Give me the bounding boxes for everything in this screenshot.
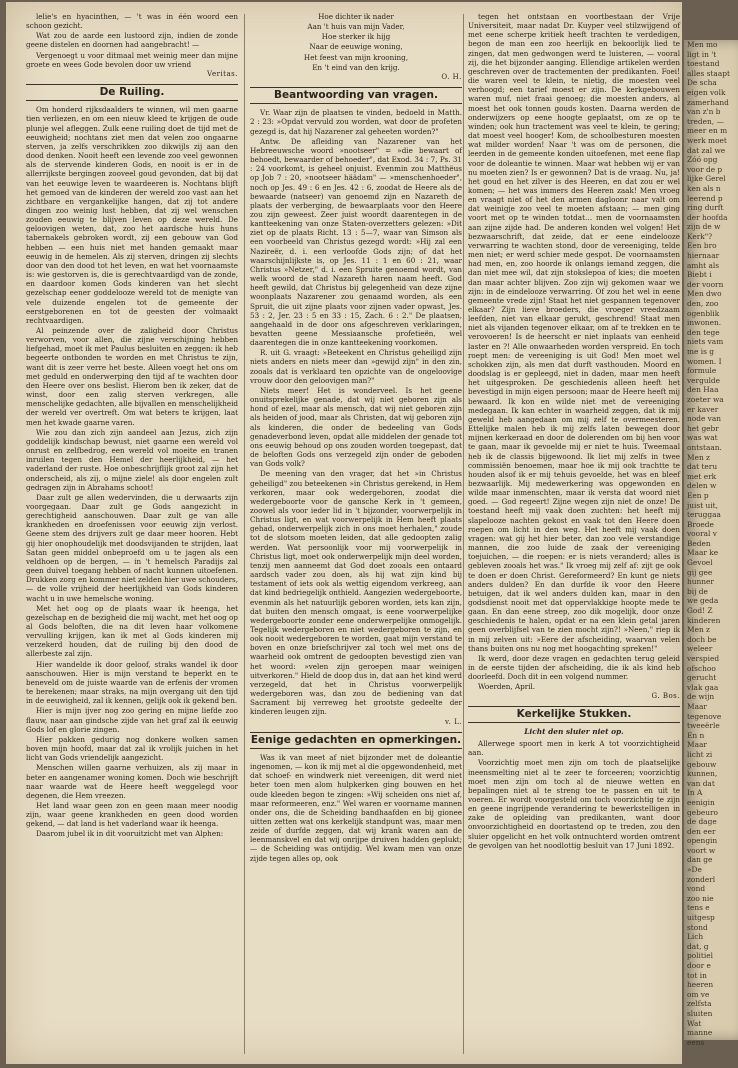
paragraph: Al peinzende over de zaligheid door Christus verworven, voor allen, die zijne verschijning hebben liefgehad, moet ik met Paulus besluiten en zeggen: ik heb begeerte ontbonden te worden en met Christus te zijn, want dit is zeer verre het beste. Alleen voegt het ons om met geduld en onderwerping den tijd af te wachten door den Heere over ons beslist. Hierom ben ik zeker, dat de winst, door een zalig sterven verkregen, alle menschelijke gedachten, alle bijvallen en menschelijkheid der wereld ver overtreft. Om wat beters te krijgen, laat men het kwade gaarne varen. (26, 326, 238, 427)
edge-line: niets vam (687, 337, 724, 347)
edge-line: eens (687, 1037, 705, 1047)
paragraph: Antw. De afleiding van Nazarener van het Hebreeuwsche woord »nootseer" = »die bewaart of behoedt, bewaarder of behoeder", dat Exod. 34 : 7, Ps. 31 : 24 voorkomt, is geheel onjuist. Evenmin zou Matthëus op Job 7 : 20, »nootseer häädam" — »menschenhoeder", noch op Jes. 49 : 6 en Jes. 42 : 6, zoodat de Heere als de bewaarde (natseer) van genoemd zijn en Nazareth de plaats der verberging, de bewaarplaats voor den Heere zou zijn geweest. Zeer juist woordt daarentegen in de kantteekening van onze Staten-overzetters gelezen: »Dit ziet op de plaats Richt. 13 : 5—7, waar van Simson als een voorbeeld van Christus gezegd wordt: »Hij zal een Nazireër, d. i. een verloofde Gods zijn; of dat het waarschijnlijkste is, op Jes. 11 : 1 en 60 : 21, waar Christus »Netzer," d. i. een Spruite genoemd wordt, van welk woord de stad Nazareth haren naam heeft. God heeft gewild, dat Christus bij gelegenheid van deze zijne woonplaats Nazarener zou genaamd worden, als een Spruit, die uit zijne plaats voor zijnen vader opwast, Jes. 53 : 2, Jer. 23 : 5 en 33 : 15, Zach. 6 : 2." De plaatsen, aangehaald in de door ons afgeschreven verklaringen, bevatten geene Messiaansche profetieën, wel daarentegen die in onze kantteekening voorkomen. (250, 136, 462, 348)
article-body-kerkelijke (468, 739, 680, 850)
edge-line: Biebt i (687, 270, 712, 280)
article-body-continued (468, 12, 680, 681)
paragraph: De meening van den vrager, dat het »in Christus geheiligd" zou beteekenen »in Christus gerekend, in Hem verkoren, maar ook wedergeboren, zoodat die wedergeboorte voor de gansche Kerk in 't gemeen, zoowel als voor ieder lid in 't bijzonder, voorwerpelijk in Christus ligt, en wat voorwerpelijk in Hem heeft plaats gehad, onderwerpelijk zich in ons moet herhalen," zoude tot de slotsom moeten leiden, dat alle gedoopten zalig werden. Wat persoonlijk voor mij voorwerpelijk in Christus ligt, moet ook onderwerpelijk mijn deel worden, tenzij men aanneemt dat God doet zooals een ontaard aardsch vader zou doen, als hij wat zijn kind bij testament of iets ook als wettig eigendom verkreeg, aan dat kind bedriegelijk onthield. Aangezien wedergeboorte, evenmin als het natuurlijk geboren worden, iets kan zijn, dat buiten den mensch omgaat, is eene voorwerpelijke wedergeboorte zonder eene onderwerpelijke onmogelijk. Tegelijk wedergeboren en niet wedergeboren te zijn, en ook nooit wedergeboren te worden, gaat mijn verstand te boven en onze briefschrijver zal toch wel met ons de waarheid ook omtrent de gedoopten bevestigd zien van het woord: »velen zijn geroepen maar weinigen uitverkoren." Hield de doop dus in, dat aan het kind werd verzegeld, dat het in Christus voorwerpelijk wedergeboren was, dan zou de bediening van dat Sacrament bij verreweg het grootste gedeelte der kinderen leugen zijn. (250, 469, 462, 717)
edge-line: Kerk"? (687, 231, 713, 241)
edge-line: van dat (687, 778, 715, 788)
edge-line: En n (687, 730, 705, 740)
edge-line: vlak gaa (687, 682, 719, 692)
paragraph: Met het oog op de plaats waar ik heenga, het gezelschap en de bezigheid die mij wacht, met het oog op al Gods beloften, die na dit leven haar volkomene vervulling krijgen, kan ik met al Gods kinderen mij verzekerd houden, dat de ruiling bij den dood de allerbeste zal zijn. (26, 603, 238, 659)
edge-line: hiernaar (687, 251, 720, 261)
article-title-kerkelijke: Kerkelijke Stukken. (468, 706, 680, 723)
edge-line: hunner (687, 577, 714, 587)
edge-line: lijke Gerel (687, 174, 726, 184)
edge-line: Een p (687, 490, 709, 500)
edge-line: ring durft (687, 203, 724, 213)
edge-line: Lich (687, 932, 704, 942)
edge-line: zonderl (687, 874, 716, 884)
poem-signature: O. H. (441, 72, 462, 81)
edge-line: stond (687, 922, 708, 932)
edge-line: heeren (687, 980, 714, 990)
edge-line: der hoofda (687, 212, 728, 222)
edge-line: werk moet (687, 135, 727, 145)
edge-line: Zóó opg (687, 155, 718, 165)
edge-line: zamerhand (687, 97, 729, 107)
edge-line: van z'n b (687, 107, 721, 117)
paragraph: Wie zou dan zich zijn aandeel aan Jezus, zich zijn goddelijk kindschap bewust, niet gaarne een wereld vol onrust en zelfbedrog, een wereld vol moeite en tranen inruilen tegen den Hemel der heerlijkheid, — het vaderland der ruste. Hoe onbeschrijflijk groot zal zijn het onderscheid, als zij, o mijne ziele! als door engelen zult gedragen zijn in Abrahams schoot! (26, 427, 238, 492)
edge-line: ofschoo (687, 663, 716, 673)
paragraph: Voorzichtig moet men zijn om toch de plaatselijke ineensmelting niet al te zeer te forceeren; voorzichtig moet men zijn om toch al de nieuwe wetten en bepalingen niet al te streng toe te passen en uit te voeren. Er wordt voorgesteld om toch voorzichtig te zijn en geene ingrijpende verandering te bewerkstelligen in zake de opleiding van predikanten, want door onvoorzichtigheid en doortastend op te treden, zou den sluier opgelicht en het volk ontnuchterd worden omtrent de gevolgen van het noodlottig besluit van 17 Juni 1892. (468, 758, 680, 850)
edge-line: politiel (687, 951, 713, 961)
edge-line: treden, — (687, 116, 724, 126)
edge-line: uitgesp (687, 913, 715, 923)
edge-line: alles staapt (687, 68, 730, 78)
paragraph: Hier pakken gedurig nog donkere wolken samen boven mijn hoofd, maar dat zal ik vrolijk juichen in het licht van Gods vriendelijk aangezicht. (26, 734, 238, 763)
edge-line: zoeter wa (687, 394, 724, 404)
edge-line: meer en m (687, 126, 728, 136)
edge-line: amht als (687, 260, 720, 270)
edge-line: women. I (687, 356, 722, 366)
edge-line: Wat (687, 1018, 702, 1028)
edge-line: node van (687, 414, 722, 424)
edge-line: vergulde (687, 375, 721, 385)
edge-line: zoo nie (687, 893, 714, 903)
article-body-beantwoording (250, 108, 462, 716)
edge-line: delen w (687, 481, 717, 491)
paragraph: Menschen willen gaarne verhuizen, als zij maar in beter en aangenamer woning komen. Doch wie beschrijft naar waarde wat de Heere heeft weggelegd voor degenen, die Hem vreezen. (26, 763, 238, 800)
paragraph: Vr. Waar zijn de plaatsen te vinden, bedoeld in Matth. 2 : 23: »Opdat vervuld zou worden, wat door de profeten gezegd is, dat hij Nazarener zal geheeten worden?" (250, 108, 462, 136)
edge-line: de wijn (687, 692, 715, 702)
edge-line: gebeuro (687, 807, 718, 817)
paragraph: Ik werd, door deze vragen en gedachten terug geleid in de eerste tijden der afscheiding, die ik als kind heb doorleefd. Doch dit in een volgend nummer. (468, 653, 680, 682)
paragraph: R. uit G. vraagt: »Beteekent en Christus geheiligd zijn niets anders en niets meer dan »gewijd zijn" in den zin, zooals dat is verklaard ten opzichte van de ongeloovige vrouw door den geloovigen man?" (250, 348, 462, 385)
edge-line: dat zal we (687, 145, 726, 155)
edge-line: Men z (687, 625, 710, 635)
edge-line: het gebr (687, 423, 719, 433)
edge-line: den Haa (687, 385, 719, 395)
edge-line: tot in (687, 970, 707, 980)
paragraph: Allerwege spoort men in kerk A tot voorzichtigheid aan. (468, 739, 680, 758)
edge-line: vooral v (687, 529, 717, 539)
edge-line: In A (687, 788, 703, 798)
paragraph: Daar zult ge allen wedervinden, die u derwaarts zijn voorgegaan. Daar zult ge Gods aangezicht in gerechtigheid aanschouwen. Daar zult ge van alle krankheden en droefenissen voor eeuwig zijn verlost. Geene stem des drijvers zult ge daar meer hooren. Hebt gij hier onophoudelijk met doodsvijanden te strijden, laat Satan geen middel onbeproefd om u te jagen als een veldhoen op de bergen, — in 't hemelsch Paradijs zal geen duivel toegang hebben of nacht kunnen uitoefenen. Drukken zorg en kommer niet zelden hier uwe schouders, — de volle vrijheid der heerlijkheid van Gods kinderen wacht u in uwe hemelsche woning. (26, 492, 238, 603)
edge-line: kunnen, (687, 769, 718, 779)
edge-line: den, zoo (687, 299, 719, 309)
edge-line: Men z (687, 452, 710, 462)
edge-line: bij de (687, 586, 708, 596)
edge-line: weleer (687, 644, 713, 654)
article-title-gedachten: Eenige gedachten en opmerkingen. (250, 732, 462, 749)
intro-letter (26, 12, 238, 69)
edge-line: der voorn (687, 279, 724, 289)
paragraph: Het land waar geen zon en geen maan meer noodig zijn, waar geene krankheden en geen dood worden gekend, — dat land is het vaderland waar ik heenga. (26, 800, 238, 829)
edge-line: sluiten (687, 1008, 713, 1018)
edge-line: de dage (687, 817, 717, 827)
edge-line: met erk (687, 471, 717, 481)
adjacent-page-edge (684, 40, 738, 1047)
edge-line: Beden (687, 538, 711, 548)
edge-line: Maar (687, 701, 707, 711)
paragraph: Hier wandelde ik door geloof, straks wandel ik door aanschouwen. Hier is mijn verstand te beperkt en te beneveld om de juiste waarde van de erfenis der vromen te berekenen; maar straks, na mijn overgang uit den tijd in de eeuwigheid, zal ik kennen, gelijk ook ik gekend ben. (26, 659, 238, 706)
paragraph: Daarom jubel ik in dit vooruitzicht met van Alphen: (36, 829, 224, 839)
edge-line: dan ge (687, 855, 713, 865)
edge-line: ontstaan. (687, 442, 722, 452)
edge-line: gebouw (687, 759, 717, 769)
edge-line: kinderen (687, 615, 721, 625)
edge-line: dat teru (687, 462, 718, 472)
edge-line: eigen volk (687, 87, 726, 97)
article-subtitle: Licht den sluier niet op. (524, 726, 624, 736)
edge-line: manne (687, 1028, 713, 1038)
edge-line: ken als n (687, 183, 721, 193)
edge-line: toestand (687, 59, 720, 69)
paragraph: Om honderd rijksdaalders te winnen, wil men gaarne tien verliezen, en om een nieuw kleed te krijgen de oude plunje wel afleggen. Zulk eene ruiling doet de tijd met de eeuwigheid; nochtans ziet men dat velen zoo ongaarne sterven, ja zelfs verschrikken zoo dikwijls zij aan den dood denken. Nooit heeft een levende zoo veel gewonnen als de stervende kinderen Gods, en nooit is er in de allerrijkste bergingen zooveel goud gevonden, dat bij dat van het eeuwige leven te waardeeren is. Nochtans blijft het gemoed van de kinderen der wereld zoo vast aan het zichtbare en vergankelijke hangen, dat zij tot andere dingen zoo weinig lust hebben, dat zij wel wenschen zouden eeuwig te blijven leven op deze wereld. De geloovigen weten, dat, zoo het aardsche huis huns tabernakels gebroken wordt, zij een gebouw van God hebben — een huis niet met handen gemaakt maar eeuwig in de hemelen. Als zij sterven, dringen zij slechts door van den dood tot het leven, en wat het voornaamste is: wie gestorven is, die is gerechtvaardigd van de zonde, en daardoor komen Gods kinderen van het slecht gezelschap eener goddelooze wereld tot de menigte van vele duizende engelen tot de gemeente der eerstgeborenen en tot de geesten der volmaakt rechtvaardigen. (26, 105, 238, 325)
poem-line: Hoe dichter ik nader (318, 12, 394, 21)
edge-line: me is g (687, 347, 714, 356)
edge-line: Maar (687, 740, 707, 750)
poem-line: Hoe sterker ik hijg (321, 32, 391, 42)
edge-line: Broede (687, 519, 714, 529)
paragraph: Niets meer! Het is wonderveel. Is het geene onuitsprekelijke genade, dat wij niet geboren zijn als hond of ezel, maar als mensch, dat wij niet geboren zijn als heiden of jood, maar als Christen, dat wij geboren zijn als kinderen, die onder de bedeeling van Gods genadeverbond leven, opdat alle middelen der genade tot ons eeuwig behoud op ons zouden worden toegepast, dat de beloften Gods ons verzegeld zijn onder de geboden van Gods volk? (250, 385, 462, 469)
edge-line: »De (687, 865, 702, 875)
edge-line: leerend p (687, 193, 723, 203)
paragraph: tegen het ontstaan en voortbestaan der Vrije Universiteit, maar nadat Dr. Kuyper veel stilzwijgend of met eene scherpe kritiek heeft trachten te verdedigen, begon de man een zoo heerlijk en bekoorlijk lied te zingen, dat men gedwongen werd te luisteren, — vooral zij, die het bijzonder aanging. Ellendige artikelen werden geschreven over de tractementen der predikanten. Foei! die waren veel te klein, te nietig, die moesten veel verhoogd; een tarief moest er zijn. De kerkgebouwen waren muf, niet fraai genoeg; die moesten anders, al moest het ook tonnen gouds kosten. Daarna werden de onderwijzers op eene hoogte geplaatst, om ze op te winden; ook hun tractement was veel te klein, te gering; dat moest veel hooger! Kom, de schoolbesturen moesten wat milder worden! Naar 't was om de personen, die leerden in de gemeente konden uitoefenen, met eene flap voor de doleantie te winnen. Maar wat hebben wij er van nu moeten zien? Is er gewonnen? Dat is de vraag. Nu, ja! het goud en het zilver is des Heeren, en dat zou er wel komen; — het was immers des Heeren zaak! Men vroeg en vraagt niet of het den armen dagloonr naar valt om dat weinigje zoo veel te moeten afstaan; — men ging voort met op te winden totdat… men de voornaamsten aan zijne zijde had. De anderen konden wel volgen! Het bezwaarschrift, dat zeide, dat er eene eindelooze verwarring te wachten stond, door de vereeniging, telde men niet; er werd schier mede gespot. De voornaamsten had men, en, zoo hoorde ik onlangs iemand zeggen, die dan niet mee wil, dat zijn stokslepoa of kies; die moeten dan maar achter blijven. Zoo zijn wij gekomen waar we zijn: in de eindelooze verwarring. Of zou het wel in eene gemeente vrede zijn! Staat het niet gespannen tegenover elkaar? Zijn lieve broeders, die vroeger vreedzaam leefden, niet van elkaar gerukt, geschrend! Staat men niet als vijanden tegenover elkaar, om af te trekken en te verovoeren! Is de heerscht er niet inplaats van eenheid laster en ?! Alle onwaarheden worden verspreid. En toch roept men: de vereeniging is uit God! Men moet wel schokken zijn, als men dat durft vasthouden. Moord en doodslag is er gepleegd, niet in daden, maar men heeft het uitgesproken. De geschiedenis alleen heeft het bevestigd in mijn eigen persoon; maar de Heere heeft mij bewaard. Ik kon en wilde niet met de vereeniging medegaan. Ik kan echter in waarheid zeggen, dat ik mij geweld heb aangedaan om mij zelf te overmeesteren. Ettelijke malen heb ik mij zelfs laten bewegen door mijnen kerkeraad en door de dolerenden om bij hen voor te gaan, maar ik gevoelde mij er niet te huis. Tweemaal heb ik de classis bijgewoond. Ik liet mij zelfs in twee commissiën benoemen, maar hoe ik mij ook trachtte te houden alsof ik er mij tehuis gevoelde, het was en bleef bezwaarlijk. Mij medewerkering was opgewonden en wilde maar inmenschten, maar ik versta dat woord niet goed. — God regeert! Zijne wegen zijn niet de onze! De toestand heeft mij vaak doen zuchten: het heeft mij slapelooze nachten gekost en vaak tot den Heere doen roepen om licht in den weg. Het heeft mij vaak doen vragen: wat gij het hier beter, dan zoo vele verstandige mannen, die zoo luide de zaak der vereeniging toejuichen, — die roepen: er is niets veranderd; alles is gebleven zooals het was." Ik vroeg mij zelf af: zijt ge ook te doen er doen Christ. Gereformeerd? En kunt ge niets anders dulden? En dan durfde ik voor den Heere betuigen, dat ik wel anders dulden kan, maar in den godsdienst nooit met dat oppervlakkige hoopte mede te gaan. En dan eene streep, zoo dik mogelijk, door onze geschiedenis te halen, opdat er na een klein getal jaren geen overblijfsel van te zien mocht zijn?! »Neen," riep ik in mij zelven uit: »Eere der afscheiding, waarvan velen thans buiten ons nu nog met hoogachting spreken!" (468, 12, 680, 653)
edge-line: Maar ke (687, 548, 719, 558)
paragraph: Was ik van meet af niet bijzonder met de doleantie ingenomen, — kon ik mij met al die opgewondenheid, met dat schoef- en windwerk niet vereenigen, dit werd niet beter toen men alom hulpkerken ging bouwen en het oude kleeden begon te zingen: »Wij scheiden ons niet af, maar reformeeren, enz." Wel waren er voorname mannen onder ons, die de Scheiding bandhaafden en bij gionee uitten zetten wat ons kerkelijk standpunt was, maar men zeide of durfde zeggen, dat wij krank waren aan de leenmanskvel en dat wij onrijpe druiven hadden geplukt; — de Scheiding was ontijdig. Wel kwam men van onze zijde tegen alles op, ook (250, 752, 462, 863)
edge-line: gij gee (687, 567, 713, 577)
newspaper-page (6, 2, 682, 1064)
poem-line: Naar de eeuwige woning, (309, 42, 403, 52)
edge-line: ligt in 't (687, 49, 717, 59)
edge-line: we geda (687, 596, 719, 606)
place-date: Woerden, April. (478, 682, 536, 692)
poem-line: Het feest van mijn krooning, (303, 52, 409, 62)
paragraph: Vergenoegt u voor ditmaal met weinig meer dan mijne groete en wees Gode bevolen door uw vriend (26, 50, 238, 69)
edge-line: door e (687, 961, 711, 970)
poem-line: Aan 't huis van mijn Vader, (307, 22, 405, 32)
edge-line: zijn de w (687, 222, 721, 232)
column-2 (250, 12, 462, 1057)
edge-line: Men mo (687, 40, 718, 49)
edge-line: tens e (687, 903, 710, 913)
edge-line: Gevoel (687, 558, 713, 568)
edge-line: voor de p (687, 164, 723, 174)
edge-line: den tege (687, 327, 720, 337)
column-3 (468, 12, 680, 1057)
edge-line: tegenove (687, 711, 722, 721)
gbos-signature: G. Bos. (651, 691, 680, 700)
edge-line: juist uit, (687, 500, 718, 510)
edge-line: opengin (687, 836, 718, 846)
edge-line: licht zi (687, 749, 713, 759)
edge-line: eenigin (687, 797, 715, 807)
edge-line: zelfsta (687, 999, 712, 1009)
edge-line: was wat (687, 433, 718, 443)
article-body-de-ruiling (26, 105, 238, 838)
edge-line: er kaver (687, 404, 719, 414)
article-title-de-ruiling: De Ruiling. (26, 84, 238, 101)
edge-line: De scha (687, 78, 717, 88)
poem (250, 12, 462, 72)
edge-line: den eer (687, 826, 716, 836)
paragraph: lelie's en hyacinthen, — 't was in één woord een schoon gezicht. (26, 12, 238, 31)
vl-signature: v. L. (445, 717, 462, 726)
paragraph: Wat zou de aarde een lustoord zijn, indien de zonde geene distelen en doornen had aangebracht! — (26, 31, 238, 50)
edge-line: doch be (687, 634, 717, 644)
edge-line: inwonen. (687, 318, 722, 328)
column-divider (463, 14, 464, 1054)
poem-line: En 't eind van den krijg. (312, 62, 400, 72)
edge-line: dat, g (687, 941, 709, 951)
column-1 (26, 12, 238, 1057)
edge-line: verspied (687, 654, 720, 663)
edge-line: om ve (687, 989, 710, 999)
edge-line: voort w (687, 845, 716, 855)
edge-line: vond (687, 884, 706, 894)
edge-line: Men dwo (687, 289, 722, 299)
edge-line: God! Z (687, 606, 713, 616)
edge-line: tweeërle (687, 721, 720, 731)
edge-line: ogenblik (687, 308, 720, 318)
edge-line: Een bro (687, 241, 717, 251)
edge-line: teruggaa (687, 510, 721, 520)
edge-line: formule (687, 366, 717, 376)
veritas-signature: Veritas. (207, 69, 238, 78)
article-title-beantwoording: Beantwoording van vragen. (250, 87, 462, 104)
article-body-gedachten (250, 753, 462, 863)
column-divider (244, 14, 245, 1054)
edge-line: gerucht (687, 673, 717, 683)
paragraph: Hier is mijn ijver nog zoo gering en mijne liefde zoo flauw, naar aan gindsche zijde van het graf zal ik eeuwig Gods lof en glorie zingen. (26, 706, 238, 734)
